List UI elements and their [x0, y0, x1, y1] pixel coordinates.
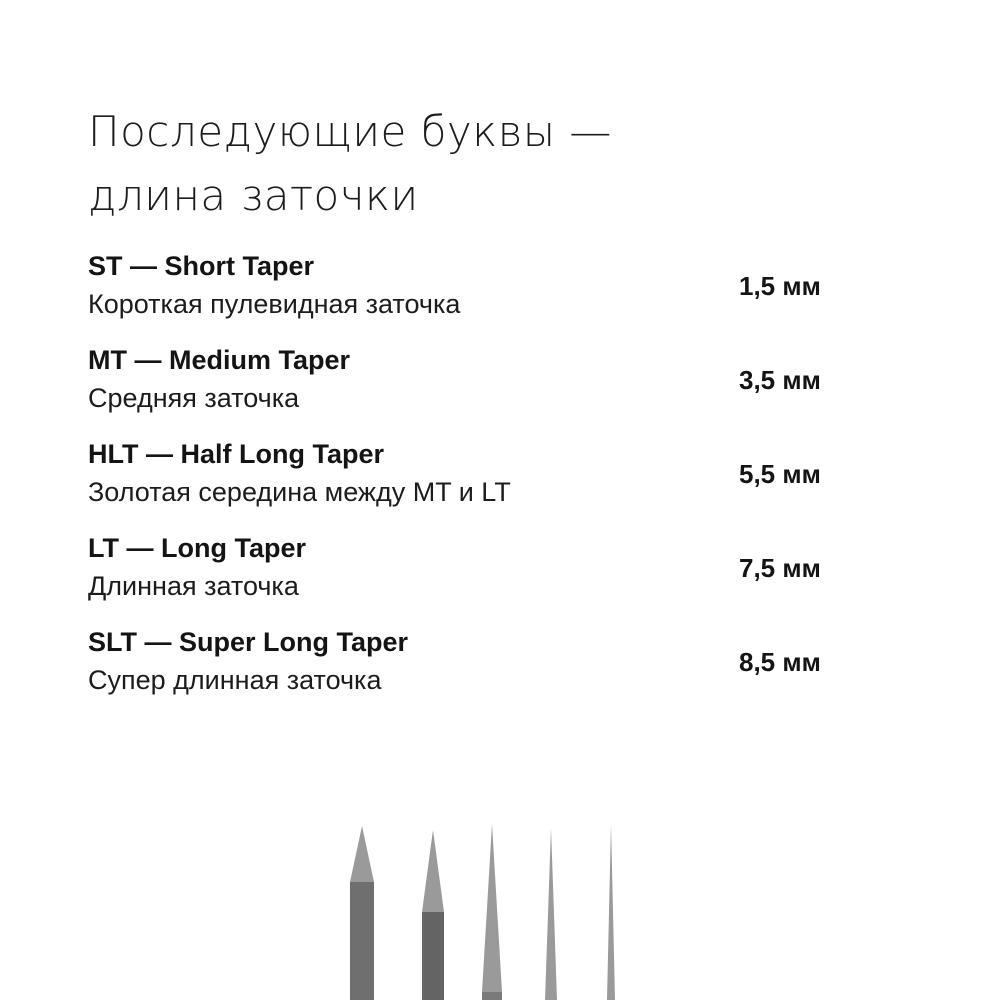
taper-length: 8,5 мм	[739, 647, 821, 677]
taper-title: HLT — Half Long Taper	[88, 439, 384, 469]
needle-mt-shaft	[422, 912, 444, 1000]
taper-length: 7,5 мм	[739, 553, 821, 583]
needle-taper-illustration	[340, 810, 660, 1000]
taper-length: 5,5 мм	[739, 459, 821, 489]
needle-mt	[422, 830, 444, 1000]
page-heading	[88, 100, 948, 228]
taper-row-st	[88, 246, 888, 340]
taper-title: SLT — Super Long Taper	[88, 627, 409, 657]
taper-description: Средняя заточка	[88, 383, 300, 413]
heading-line-2: длина заточки	[88, 171, 419, 220]
taper-description: Золотая середина между MT и LT	[88, 477, 511, 507]
taper-title: MT — Medium Taper	[88, 345, 351, 375]
needle-mt-tip	[422, 830, 444, 912]
taper-title: ST — Short Taper	[88, 251, 315, 281]
taper-row-mt	[88, 340, 888, 434]
taper-row-lt	[88, 528, 888, 622]
taper-length: 1,5 мм	[739, 271, 821, 301]
taper-description: Длинная заточка	[88, 571, 299, 601]
taper-description: Короткая пулевидная заточка	[88, 289, 461, 319]
needle-st-shaft	[350, 882, 374, 1000]
needle-hlt	[482, 824, 502, 1000]
needle-hlt-tip	[482, 824, 502, 992]
taper-row-hlt	[88, 434, 888, 528]
needle-lt-tip	[545, 828, 557, 1000]
taper-list	[88, 246, 888, 716]
taper-description: Супер длинная заточка	[88, 665, 382, 695]
taper-row-slt	[88, 622, 888, 716]
taper-length: 3,5 мм	[739, 365, 821, 395]
taper-title: LT — Long Taper	[88, 533, 306, 563]
needle-lt	[545, 828, 557, 1000]
needle-slt	[607, 824, 615, 1000]
needle-hlt-shaft	[482, 992, 502, 1000]
heading-line-1: Последующие буквы —	[88, 107, 612, 156]
needle-slt-tip	[607, 824, 615, 1000]
needle-st	[350, 826, 374, 1000]
needle-st-tip	[350, 826, 374, 882]
